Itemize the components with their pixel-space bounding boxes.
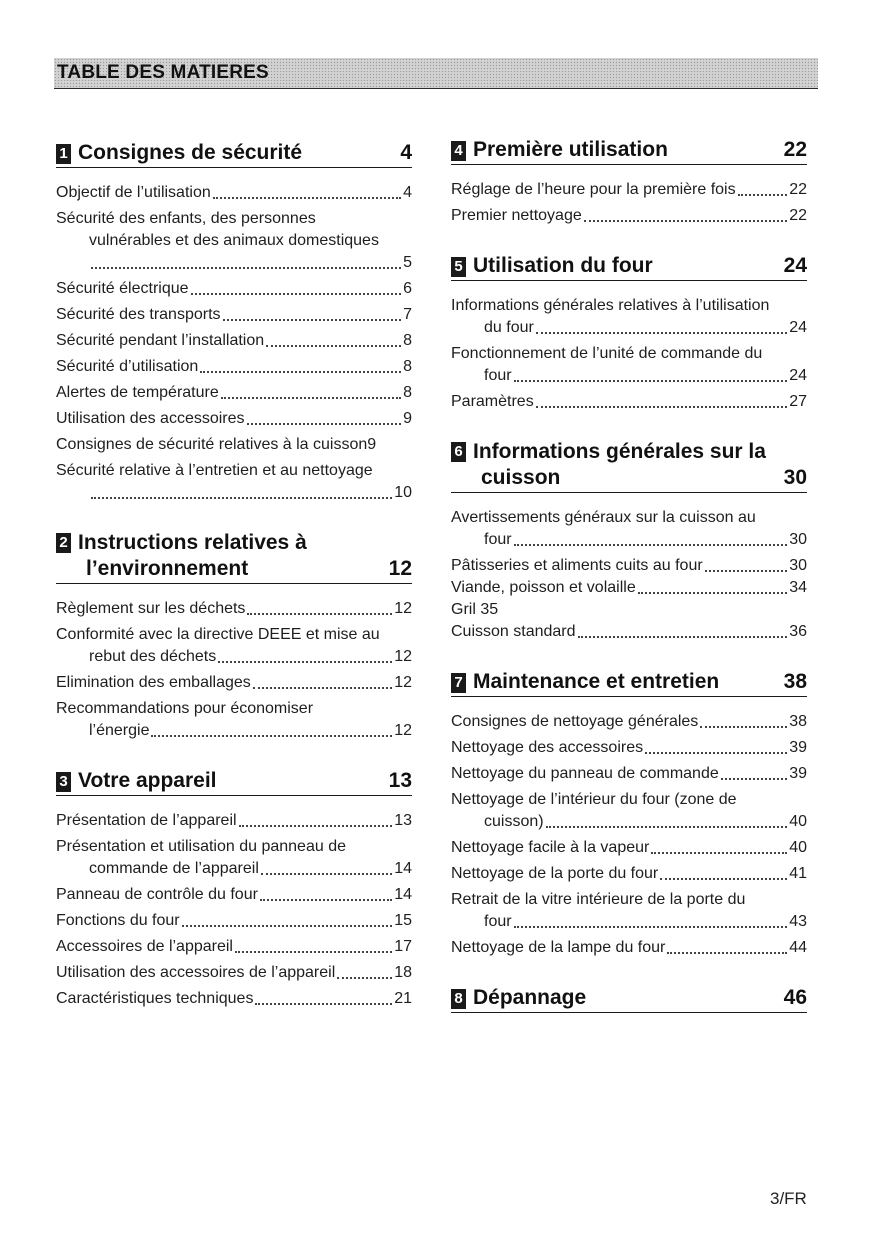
- entry-label-continued: du four: [484, 319, 534, 336]
- section-number-badge: 7: [451, 673, 466, 693]
- entry-page: 4: [403, 184, 412, 201]
- toc-entry[interactable]: [451, 577, 807, 599]
- toc-entry[interactable]: [451, 391, 807, 413]
- entry-page: 12: [394, 648, 412, 665]
- entry-label: Viande, poisson et volaille: [451, 579, 636, 596]
- toc-section-1: [56, 140, 412, 504]
- entry-label: Accessoires de l’appareil: [56, 938, 233, 955]
- dot-leader: [667, 952, 787, 954]
- section-page: 30: [783, 466, 807, 489]
- toc-section-2: [56, 530, 412, 742]
- entry-label: Nettoyage de la lampe du four: [451, 939, 666, 956]
- entry-label-continued: four: [484, 913, 512, 930]
- entry-label: Cuisson standard: [451, 623, 576, 640]
- entry-page: 8: [403, 384, 412, 401]
- entry-page: 10: [394, 484, 412, 501]
- section-heading[interactable]: [451, 137, 807, 165]
- entry-label: Sécurité d’utilisation: [56, 358, 199, 375]
- entry-label: Utilisation des accessoires: [56, 410, 245, 427]
- dot-leader: [514, 380, 788, 382]
- entry-page: 24: [789, 367, 807, 384]
- entry-page: 30: [789, 531, 807, 548]
- dot-leader: [638, 592, 787, 594]
- section-page: 4: [400, 141, 412, 164]
- dot-leader: [151, 735, 392, 737]
- section-page: 24: [783, 254, 807, 277]
- dot-leader: [660, 878, 787, 880]
- section-page: 22: [783, 138, 807, 161]
- entry-page: 40: [789, 813, 807, 830]
- dot-leader: [239, 825, 393, 827]
- toc-entry[interactable]: [451, 599, 807, 621]
- toc-entry[interactable]: [56, 624, 412, 668]
- entry-label: Présentation et utilisation du panneau de: [56, 838, 346, 855]
- entry-label: Sécurité pendant l’installation: [56, 332, 265, 349]
- toc-entry[interactable]: [451, 863, 807, 885]
- entry-page: 34: [789, 579, 807, 596]
- toc-entry[interactable]: [56, 208, 412, 274]
- dot-leader: [261, 873, 392, 875]
- dot-leader: [738, 194, 788, 196]
- dot-leader: [721, 778, 787, 780]
- toc-entry[interactable]: [56, 988, 412, 1010]
- entry-page: 43: [789, 913, 807, 930]
- toc-entry[interactable]: [451, 837, 807, 859]
- dot-leader: [700, 726, 787, 728]
- dot-leader: [221, 397, 401, 399]
- toc-entry[interactable]: [451, 621, 807, 643]
- dot-leader: [645, 752, 787, 754]
- entry-page: 21: [394, 990, 412, 1007]
- dot-leader: [200, 371, 401, 373]
- toc-entry[interactable]: [451, 507, 807, 551]
- dot-leader: [213, 197, 401, 199]
- dot-leader: [253, 687, 392, 689]
- entry-label-continued: four: [484, 367, 512, 384]
- entry-page: 7: [403, 306, 412, 323]
- entry-page: 14: [394, 886, 412, 903]
- entry-label: Fonctions du four: [56, 912, 180, 929]
- entry-page: 5: [403, 254, 412, 271]
- entry-label: Nettoyage du panneau de commande: [451, 765, 719, 782]
- toc-entry[interactable]: [56, 460, 412, 504]
- entry-label: Consignes de nettoyage générales: [451, 713, 699, 730]
- dot-leader: [536, 332, 787, 334]
- section-page: 46: [783, 986, 807, 1009]
- toc-entry[interactable]: [451, 343, 807, 387]
- dot-leader: [260, 899, 392, 901]
- toc-section-4: [451, 137, 807, 227]
- dot-leader: [218, 661, 392, 663]
- entry-label: Nettoyage des accessoires: [451, 739, 644, 756]
- toc-section-8: [451, 985, 807, 1013]
- entry-label: Elimination des emballages: [56, 674, 251, 691]
- dot-leader: [337, 977, 392, 979]
- entry-page: 36: [789, 623, 807, 640]
- toc-entry[interactable]: [451, 937, 807, 959]
- entry-label: Paramètres: [451, 393, 534, 410]
- toc-entry[interactable]: [451, 205, 807, 227]
- dot-leader: [182, 925, 393, 927]
- toc-title: TABLE DES MATIERES: [57, 62, 269, 83]
- toc-entry[interactable]: [56, 962, 412, 984]
- entry-label: Consignes de sécurité relatives à la cuisson9: [56, 436, 377, 453]
- entry-page: 22: [789, 207, 807, 224]
- entry-label: Gril 35: [451, 601, 499, 618]
- toc-title-bar: [54, 58, 818, 89]
- entry-label: Règlement sur les déchets: [56, 600, 246, 617]
- section-heading[interactable]: [56, 530, 412, 584]
- entry-page: 13: [394, 812, 412, 829]
- dot-leader: [651, 852, 787, 854]
- entry-label: Alertes de température: [56, 384, 219, 401]
- section-heading[interactable]: [451, 669, 807, 697]
- section-title: Première utilisation: [473, 138, 668, 161]
- toc-section-6: [451, 439, 807, 643]
- entry-label: Conformité avec la directive DEEE et mise au: [56, 626, 380, 643]
- section-page: 38: [783, 670, 807, 693]
- dot-leader: [266, 345, 401, 347]
- dot-leader: [91, 497, 392, 499]
- section-number-badge: 1: [56, 144, 71, 164]
- entry-page: 44: [789, 939, 807, 956]
- entry-label: Sécurité électrique: [56, 280, 189, 297]
- dot-leader: [223, 319, 402, 321]
- toc-entry[interactable]: [56, 910, 412, 932]
- entry-label: Retrait de la vitre intérieure de la porte du: [451, 891, 746, 908]
- dot-leader: [578, 636, 788, 638]
- dot-leader: [191, 293, 402, 295]
- dot-leader: [247, 423, 402, 425]
- toc-entry[interactable]: [451, 711, 807, 733]
- entry-label-continued: four: [484, 531, 512, 548]
- entry-label-continued: l’énergie: [89, 722, 150, 739]
- toc-entry[interactable]: [451, 555, 807, 577]
- entry-label: Sécurité relative à l’entretien et au nettoyage: [56, 462, 373, 479]
- toc-entry[interactable]: [451, 789, 807, 833]
- section-heading[interactable]: [56, 768, 412, 796]
- section-title: Votre appareil: [78, 769, 217, 792]
- section-title: Informations générales sur la: [473, 440, 766, 463]
- page-number: 3/FR: [770, 1189, 807, 1208]
- entry-page: 8: [403, 358, 412, 375]
- entry-label: Caractéristiques techniques: [56, 990, 254, 1007]
- entry-page: 15: [394, 912, 412, 929]
- section-heading[interactable]: [451, 985, 807, 1013]
- entry-label-continued: vulnérables et des animaux domestiques: [89, 232, 379, 249]
- dot-leader: [91, 267, 401, 269]
- toc-entry[interactable]: [451, 737, 807, 759]
- toc-entry[interactable]: [56, 836, 412, 880]
- toc-entry[interactable]: [56, 408, 412, 430]
- toc-entry[interactable]: [56, 304, 412, 326]
- toc-column-left: [56, 140, 412, 1014]
- section-title-continued: cuisson: [481, 466, 561, 489]
- toc-entry[interactable]: [56, 182, 412, 204]
- entry-label: Sécurité des enfants, des personnes: [56, 210, 316, 227]
- entry-page: 38: [789, 713, 807, 730]
- entry-page: 14: [394, 860, 412, 877]
- entry-label-continued: commande de l’appareil: [89, 860, 259, 877]
- toc-entry[interactable]: [56, 278, 412, 300]
- entry-label: Pâtisseries et aliments cuits au four: [451, 557, 703, 574]
- entry-label-continued: rebut des déchets: [89, 648, 217, 665]
- entry-page: 22: [789, 181, 807, 198]
- section-title: Instructions relatives à: [78, 531, 307, 554]
- entry-label: Informations générales relatives à l’utilisation: [451, 297, 770, 314]
- entry-label-continued: cuisson): [484, 813, 544, 830]
- entry-label: Sécurité des transports: [56, 306, 221, 323]
- entry-label: Recommandations pour économiser: [56, 700, 314, 717]
- section-title: Consignes de sécurité: [78, 141, 303, 164]
- toc-entry[interactable]: [56, 356, 412, 378]
- entry-label: Présentation de l’appareil: [56, 812, 237, 829]
- section-number-badge: 6: [451, 442, 466, 462]
- entry-page: 27: [789, 393, 807, 410]
- entry-page: 18: [394, 964, 412, 981]
- toc-entry[interactable]: [56, 698, 412, 742]
- toc-section-7: [451, 669, 807, 959]
- toc-column-right: [451, 137, 807, 1013]
- entry-label: Fonctionnement de l’unité de commande du: [451, 345, 763, 362]
- dot-leader: [705, 570, 788, 572]
- section-title: Utilisation du four: [473, 254, 653, 277]
- toc-entry[interactable]: [56, 434, 412, 456]
- toc-section-5: [451, 253, 807, 413]
- section-number-badge: 4: [451, 141, 466, 161]
- entry-page: 30: [789, 557, 807, 574]
- entry-label: Objectif de l’utilisation: [56, 184, 211, 201]
- entry-page: 12: [394, 722, 412, 739]
- toc-entry[interactable]: [56, 936, 412, 958]
- section-heading[interactable]: [451, 439, 807, 493]
- entry-label: Nettoyage de la porte du four: [451, 865, 659, 882]
- section-heading[interactable]: [56, 140, 412, 168]
- toc-entry[interactable]: [56, 884, 412, 906]
- section-heading[interactable]: [451, 253, 807, 281]
- section-number-badge: 3: [56, 772, 71, 792]
- section-title: Maintenance et entretien: [473, 670, 720, 693]
- toc-entry[interactable]: [56, 810, 412, 832]
- toc-section-3: [56, 768, 412, 1010]
- entry-page: 12: [394, 600, 412, 617]
- section-number-badge: 5: [451, 257, 466, 277]
- toc-entry[interactable]: [451, 179, 807, 201]
- entry-label: Avertissements généraux sur la cuisson au: [451, 509, 756, 526]
- dot-leader: [255, 1003, 392, 1005]
- entry-page: 6: [403, 280, 412, 297]
- section-number-badge: 8: [451, 989, 466, 1009]
- entry-label: Utilisation des accessoires de l’appareil: [56, 964, 336, 981]
- entry-page: 17: [394, 938, 412, 955]
- toc-entry[interactable]: [56, 598, 412, 620]
- toc-entry[interactable]: [56, 382, 412, 404]
- section-number-badge: 2: [56, 533, 71, 553]
- dot-leader: [514, 926, 788, 928]
- toc-entry[interactable]: [451, 763, 807, 785]
- section-page: 13: [388, 769, 412, 792]
- toc-entry[interactable]: [56, 330, 412, 352]
- toc-entry[interactable]: [451, 295, 807, 339]
- entry-page: 41: [789, 865, 807, 882]
- dot-leader: [514, 544, 788, 546]
- entry-label: Panneau de contrôle du four: [56, 886, 258, 903]
- section-title: Dépannage: [473, 986, 587, 1009]
- section-title-continued: l’environnement: [86, 557, 249, 580]
- dot-leader: [247, 613, 392, 615]
- entry-label: Nettoyage facile à la vapeur: [451, 839, 650, 856]
- dot-leader: [546, 826, 788, 828]
- entry-page: 40: [789, 839, 807, 856]
- dot-leader: [235, 951, 392, 953]
- toc-entry[interactable]: [451, 889, 807, 933]
- entry-label: Premier nettoyage: [451, 207, 582, 224]
- entry-label: Nettoyage de l’intérieur du four (zone de: [451, 791, 737, 808]
- dot-leader: [536, 406, 788, 408]
- section-page: 12: [388, 557, 412, 580]
- entry-page: 24: [789, 319, 807, 336]
- entry-label: Réglage de l’heure pour la première fois: [451, 181, 736, 198]
- entry-page: 39: [789, 739, 807, 756]
- entry-page: 8: [403, 332, 412, 349]
- entry-page: 12: [394, 674, 412, 691]
- dot-leader: [584, 220, 787, 222]
- toc-entry[interactable]: [56, 672, 412, 694]
- entry-page: 39: [789, 765, 807, 782]
- entry-page: 9: [403, 410, 412, 427]
